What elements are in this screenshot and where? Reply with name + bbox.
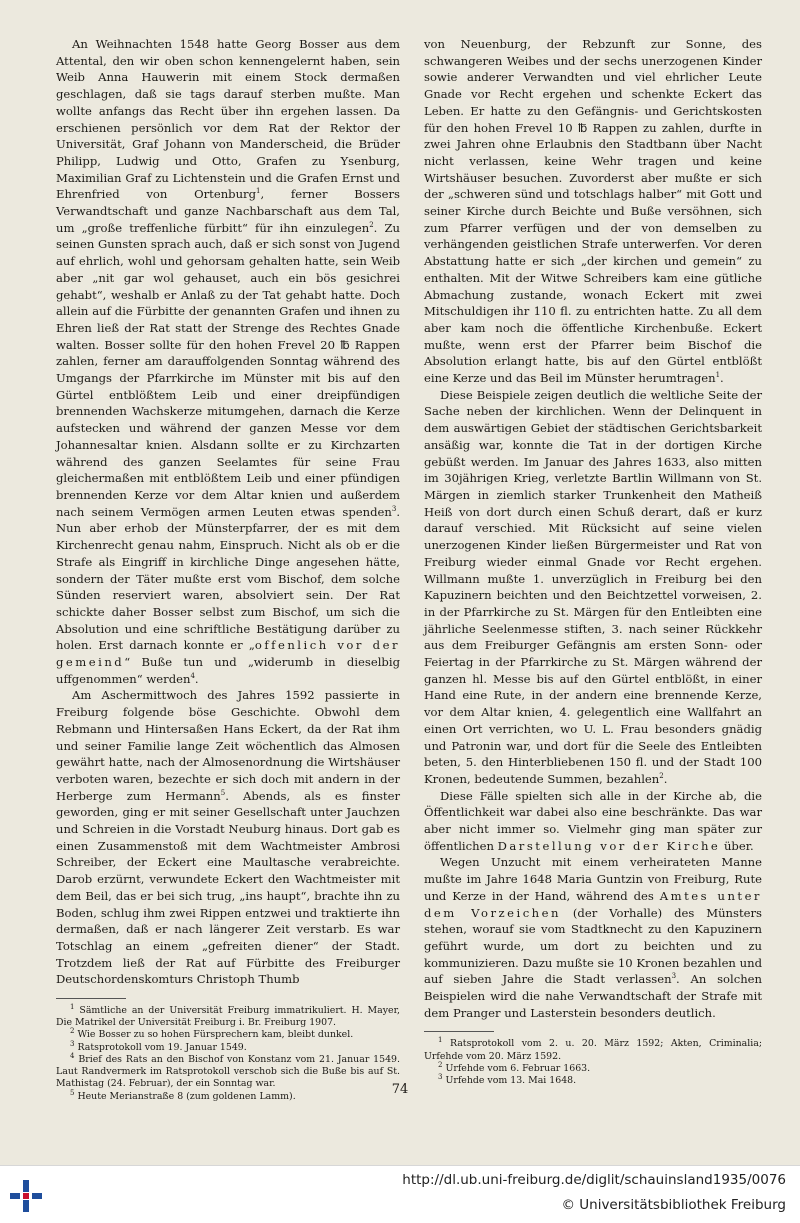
footnote: $^1$ Sämtliche an der Universität Freiburg immatrikuliert. H. Mayer, Die Matrikel der Universität Freiburg i. Br. Freiburg 1907. — [56, 1002, 401, 1029]
footnote: $^1$ Ratsprotokoll vom 2. u. 20. März 1592; Akten, Criminalia; Urfehde vom 20. März 1592. — [424, 1036, 762, 1062]
footnote: $^2$ Urfehde vom 6. Februar 1663. — [438, 1060, 591, 1074]
footnote: $^5$ Heute Merianstraße 8 (zum goldenen Lamm). — [70, 1088, 296, 1102]
page-number: 74 — [391, 1082, 409, 1097]
left-column — [56, 36, 400, 1103]
paragraph: von Neuenburg, der Rebzunft zur Sonne, des schwangeren Weibes und der sechs unerzogenen Kinder sowie anderer Verwandten und viel ehrlicher Leute Gnade vor Recht ergehen und schenkte Eckert das Leben. Er hatte zu den Gefängnis- und Gerichtskosten für den hohen Frevel 10 ℔ Rappen zu zahlen, durfte in zwei Jahren ohne Erlaubnis den Stadtbann über Nacht nicht verlassen, keine Wehr tragen und keine Wirtshäuser besuchen. Zuvorderst aber mußte er sich der „schweren sünd und totschlags halber“ mit Gott und seiner Kirche durch Beichte und Buße versöhnen, sich zum Pfarrer verfügen und der von demselben zu verhängenden geistlichen Strafe unterwerfen. Vor deren Abstattung hatte er sich „der kirchen und gemein“ zu enthalten. Mit der Witwe Schreibers kam eine gütliche Abmachung zustande, wonach Eckert mit zwei Mitschuldigen ihr 110 fl. zu entrichten hatte. Zu all dem aber kam noch die öffentliche Kirchenbuße. Eckert mußte, wenn erst der Pfarrer beim Bischof die Absolution erlangt hatte, bis auf den Gürtel entblößt eine Kerze und das Beil im Münster herumtragen$^1$. — [424, 37, 762, 386]
footnote: $^2$ Wie Bosser zu so hohen Fürsprechern kam, bleibt dunkel. — [70, 1027, 354, 1041]
footnote: $^3$ Ratsprotokoll vom 19. Januar 1549. — [70, 1039, 247, 1053]
paragraph: Wegen Unzucht mit einem verheirateten Manne mußte im Jahre 1648 Maria Guntzin von Freiburg, Rute und Kerze in der Hand, während des Amtes unter dem Vorzeichen (der Vorhalle) des Münsters stehen, worauf sie vom Stadtknecht zu den Kapuzinern geführt wurde, um dort zu beichten und zu kommunizieren. Dazu mußte sie 10 Kronen bezahlen und auf sieben Jahre die Stadt verlassen$^3$. An solchen Beispielen wird die nahe Verwandtschaft der Strafe mit dem Pranger und Lasterstein besonders deutlich. — [424, 855, 762, 1020]
paragraph: Am Aschermittwoch des Jahres 1592 passierte in Freiburg folgende böse Geschichte. Obwohl dem Rebmann und Hintersaßen Hans Eckert, da der Rat ihm und seiner Familie lange Zeit wöchentlich das Almosen gewährt hatte, nach der Almosenordnung die Wirtshäuser verboten waren, bezechte er sich doch mit andern in der Herberge zum Hermann$^5$. Abends, als es finster geworden, ging er mit seiner Gesellschaft unter Jauchzen und Schreien in die Vorstadt Neuburg hinaus. Dort gab es einen Zusammenstoß mit dem Wachtmeister Ambrosi Schreiber, der Eckert eine Maultasche verabreichte. Darob erzürnt, verwundete Eckert den Wachtmeister mit dem Beil, das er bei sich trug, „ins haupt“, brachte ihn zu Boden, schlug ihm zwei Rippen entzwei und traktierte ihn dermaßen, daß er nach längerer Zeit verstarb. Es war Totschlag an einem „gefreiten diener“ der Stadt. Trotzdem ließ der Rat auf Fürbitte des Freiburger Deutschordenskomturs Christoph Thumb — [56, 688, 400, 987]
footnotes-right — [424, 1038, 762, 1087]
footnote-rule — [424, 1031, 494, 1032]
viewer-footer — [0, 1165, 800, 1223]
copyright-notice: © Universitätsbibliothek Freiburg — [561, 1197, 786, 1213]
ub-freiburg-logo-icon — [8, 1178, 44, 1214]
footnote-rule — [56, 998, 126, 999]
paragraph: Diese Fälle spielten sich alle in der Kirche ab, die Öffentlichkeit war dabei also eine beschränkte. Das war aber nicht immer so. Vielmehr ging man später zur öffentlichen Darstellung vor der Kirche über. — [424, 788, 762, 853]
permalink-url[interactable]: http://dl.ub.uni-freiburg.de/diglit/schauinsland1935/0076 — [402, 1172, 786, 1188]
footnote: $^4$ Brief des Rats an den Bischof von Konstanz vom 21. Januar 1549. Laut Randvermerk im Ratsprotokoll verschob sich die Buße bis auf St. Mathistag (24. Februar), der ein Sonntag war. — [56, 1051, 400, 1090]
footnote: $^3$ Urfehde vom 13. Mai 1648. — [438, 1072, 577, 1087]
paragraph: Diese Beispiele zeigen deutlich die weltliche Seite der Sache neben der kirchlichen. Wenn der Delinquent in dem auswärtigen Gebiet der städtischen Gerichtsbarkeit ansäßig war, konnte die Tat in der dortigen Kirche gebüßt werden. Im Januar des Jahres 1633, also mitten im 30jährigen Krieg, verletzte Bartlin Willmann von St. Märgen in ziemlich starker Trunkenheit den Matheiß Heiß von dort durch einen Schuß derart, daß er kurz darauf verschied. Mit Rücksicht auf seine vielen unerzogenen Kinder ließen Bürgermeister und Rat von Freiburg wieder einmal Gnade vor Recht ergehen. Willmann mußte 1. unverzüglich in Freiburg bei den Kapuzinern beichten und den Beichtzettel vorweisen, 2. in der Pfarrkirche zu St. Märgen für den Entleibten eine jährliche Seelenmesse stiften, 3. nach seiner Rückkehr aus dem Freiburger Gefängnis am ersten Sonn- oder Feiertag in der Pfarrkirche zu St. Märgen während der ganzen hl. Messe bis auf den Gürtel entblößt, in einer Hand eine Rute, in der andern eine brennende Kerze, vor dem Altar knien, 4. gelegentlich eine Wallfahrt an einen Ort verrichten, wo U. L. Frau besonders gnädig und Patronin war, und dort für die Seele des Entleibten beten, 5. den Hinterbliebenen 150 fl. und der Stadt 100 Kronen, bedeutende Summen, bezahlen$^2$. — [424, 387, 762, 786]
right-column — [424, 36, 762, 1087]
paragraph: An Weihnachten 1548 hatte Georg Bosser aus dem Attental, den wir oben schon kennengelernt haben, sein Weib Anna Hauwerin mit einem Stock dermaßen geschlagen, daß sie tags darauf sterben mußte. Man wollte anfangs das Recht über ihn ergehen lassen. Da erschienen persönlich vor dem Rat der Rektor der Universität, Graf Johann von Manderscheid, die Brüder Philipp, Ludwig und Otto, Grafen zu Ysenburg, Maximilian Graf zu Lichtenstein und die Grafen Ernst und Ehrenfried von Ortenburg$^1$, ferner Bossers Verwandtschaft und ganze Nachbarschaft aus dem Tal, um „große treffenliche fürbitt“ für ihn einzulegen$^2$. Zu seinen Gunsten sprach auch, daß er sich sonst von Jugend auf ehrlich, wohl und gehorsam gehalten hatte, sein Weib aber „nit gar wol gehauset, auch ein bös gesichrei gehabt“, weshalb er Anlaß zu der Tat gehabt hatte. Doch allein auf die Fürbitte der genannten Grafen und ihnen zu Ehren ließ der Rat statt der Strenge des Rechtes Gnade walten. Bosser sollte für den hohen Frevel 20 ℔ Rappen zahlen, ferner am darauffolgenden Sonntag während des Umgangs der Pfarrkirche im Münster mit bis auf den Gürtel entblößtem Leib und einer dreipfündigen brennenden Wachskerze mitumgehen, darnach die Kerze aufstecken und während der ganzen Messe vor dem Johannesaltar knien. Alsdann sollte er zu Kirchzarten während des ganzen Seelamtes für seine Frau gleichermaßen mit entblößtem Leib und einer pfündigen brennenden Kerze vor dem Altar knien und außerdem nach seinem Vermögen armen Leuten etwas spenden$^3$. Nun aber erhob der Münsterpfarrer, der es mit dem Kirchenrecht genau nahm, Einspruch. Nicht als ob er die Strafe als Eingriff in kirchliche Dinge angesehen hätte, sondern der Täter mußte erst vom Bischof, dem solche Sünden reserviert waren, absolviert sein. Der Rat schickte daher Bosser selbst zum Bischof, um sich die Absolution und eine schriftliche Bestätigung darüber zu holen. Erst darnach konnte er „offenlich vor der gemeind“ Buße tun und „widerumb in dieselbig uffgenommen“ werden$^4$. — [56, 37, 400, 686]
